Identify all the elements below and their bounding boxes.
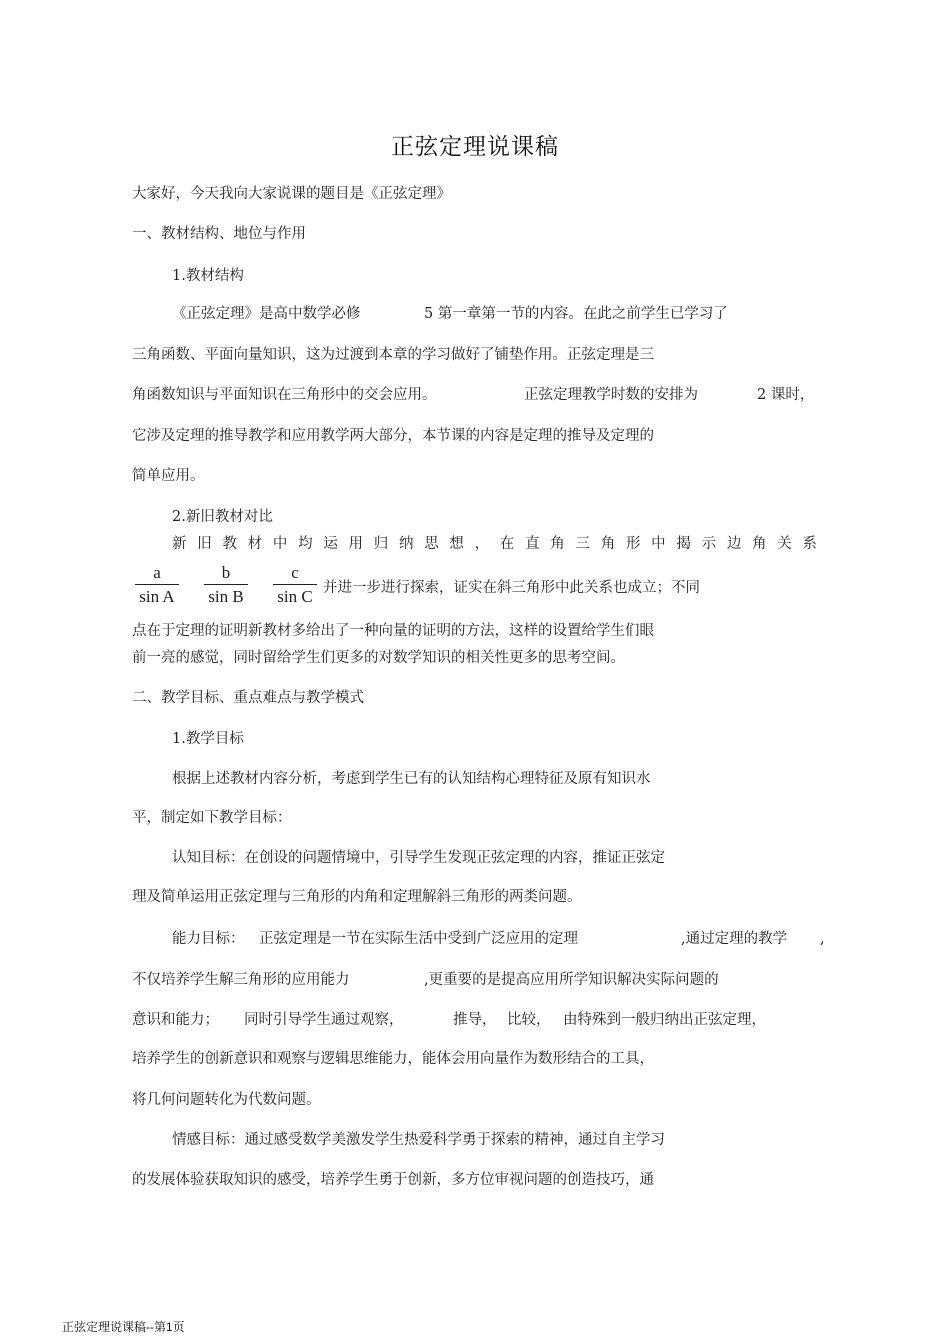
paragraph-line: 角函数知识与平面知识在三角形中的交会应用。	[132, 387, 437, 403]
fraction-c-over-sinC	[271, 562, 319, 607]
paragraph-line: ,	[820, 931, 825, 947]
spread-char: 用	[348, 536, 364, 552]
spread-char: 角	[550, 536, 565, 552]
paragraph-line: 情感目标：通过感受数学美激发学生热爱科学勇于探索的精神，通过自主学习	[172, 1132, 665, 1148]
fraction-b-over-sinB	[202, 562, 250, 607]
paragraph-line: 三角函数、平面向量知识，这为过渡到本章的学习做好了铺垫作用。正弦定理是三	[132, 347, 654, 363]
fraction-denominator: sin C	[277, 587, 313, 606]
spread-char: 关	[777, 536, 792, 552]
paragraph-line: 正弦定理是一节在实际生活中受到广泛应用的定理	[259, 931, 578, 947]
spread-char: 直	[525, 536, 540, 552]
paragraph-line: 点在于定理的证明新教材多给出了一种向量的证明的方法，这样的设置给学生们眼	[132, 623, 654, 639]
spread-char: 想	[449, 536, 464, 552]
section-heading-1: 一、教材结构、地位与作用	[132, 226, 306, 242]
spread-char: 角	[600, 536, 616, 552]
spread-char: 三	[575, 536, 590, 552]
spread-char: 角	[752, 536, 767, 552]
fraction-numerator: b	[221, 563, 231, 582]
section-heading-2: 二、教学目标、重点难点与教学模式	[132, 690, 364, 706]
spread-char: 思	[424, 536, 439, 552]
paragraph-line: ,通过定理的教学	[681, 931, 788, 947]
spread-char: 新	[172, 536, 187, 552]
spread-line	[172, 534, 817, 554]
spread-char: 中	[651, 536, 666, 552]
spread-char: 教	[222, 536, 237, 552]
paragraph-line: 意识和能力；	[132, 1012, 219, 1028]
spread-char: 旧	[197, 536, 212, 552]
spread-char: 纳	[398, 536, 414, 552]
paragraph-line: ,更重要的是提高应用所学知识解决实际问题的	[424, 972, 719, 988]
intro-line: 大家好，今天我向大家说课的题目是《正弦定理》	[132, 186, 451, 202]
paragraph-line: 正弦定理教学时数的安排为	[524, 387, 698, 403]
paragraph-line: 认知目标：在创设的问题情境中，引导学生发现正弦定理的内容，推证正弦定	[172, 850, 665, 866]
paragraph-line: 《正弦定理》是高中数学必修	[172, 306, 361, 322]
fraction-denominator: sin A	[139, 587, 175, 606]
fraction-numerator: a	[153, 563, 161, 582]
paragraph-line: 根据上述教材内容分析，考虑到学生已有的认知结构心理特征及原有知识水	[172, 771, 651, 787]
paragraph-line: 比较，	[507, 1012, 551, 1028]
paragraph-line: 前一亮的感觉，同时留给学生们更多的对数学知识的相关性更多的思考空间。	[132, 650, 625, 666]
spread-char: 示	[701, 536, 717, 552]
page-footer: 正弦定理说课稿--第1页	[62, 1320, 185, 1334]
paragraph-line: 将几何问题转化为代数问题。	[132, 1092, 321, 1108]
spread-char: 揭	[676, 536, 691, 552]
paragraph-line: 的发展体验获取知识的感受，培养学生勇于创新，多方位审视问题的创造技巧，通	[132, 1172, 654, 1188]
paragraph-line: 能力目标：	[172, 931, 245, 947]
document-title: 正弦定理说课稿	[391, 134, 559, 160]
fraction-numerator: c	[291, 563, 299, 582]
fraction-denominator: sin B	[208, 587, 244, 606]
spread-char: 形	[625, 536, 641, 552]
paragraph-line: 理及简单运用正弦定理与三角形的内角和定理解斜三角形的两类问题。	[132, 889, 582, 905]
fraction-a-over-sinA	[133, 562, 181, 607]
subheading-1-2: 2.新旧教材对比	[172, 509, 273, 525]
spread-char: 运	[323, 536, 338, 552]
paragraph-line: 推导，	[453, 1012, 497, 1028]
subheading-1-1: 1.教材结构	[172, 268, 244, 284]
paragraph-line: 5 第一章第一节的内容。在此之前学生已学习了	[424, 306, 728, 322]
spread-char: ，	[474, 536, 490, 552]
paragraph-line: 由特殊到一般归纳出正弦定理，	[563, 1012, 766, 1028]
paragraph-line: 2 课时，	[757, 387, 815, 403]
paragraph-line: 它涉及定理的推导教学和应用教学两大部分，本节课的内容是定理的推导及定理的	[132, 428, 654, 444]
spread-char: 在	[499, 536, 515, 552]
paragraph-line: 同时引导学生通过观察，	[244, 1012, 404, 1028]
spread-char: 中	[272, 536, 288, 552]
spread-char: 材	[247, 536, 263, 552]
spread-char: 边	[726, 536, 742, 552]
paragraph-line: 不仅培养学生解三角形的应用能力	[132, 972, 350, 988]
paragraph-line: 简单应用。	[132, 468, 205, 484]
subheading-2-1: 1.教学目标	[172, 731, 244, 747]
spread-char: 系	[802, 536, 817, 552]
paragraph-line: 培养学生的创新意识和观察与逻辑思维能力，能体会用向量作为数形结合的工具，	[132, 1051, 654, 1067]
spread-char: 归	[373, 536, 389, 552]
paragraph-line: 平，制定如下教学目标：	[132, 810, 292, 826]
spread-char: 均	[298, 536, 313, 552]
paragraph-line: 并进一步进行探索，证实在斜三角形中此关系也成立；不同	[323, 580, 700, 596]
